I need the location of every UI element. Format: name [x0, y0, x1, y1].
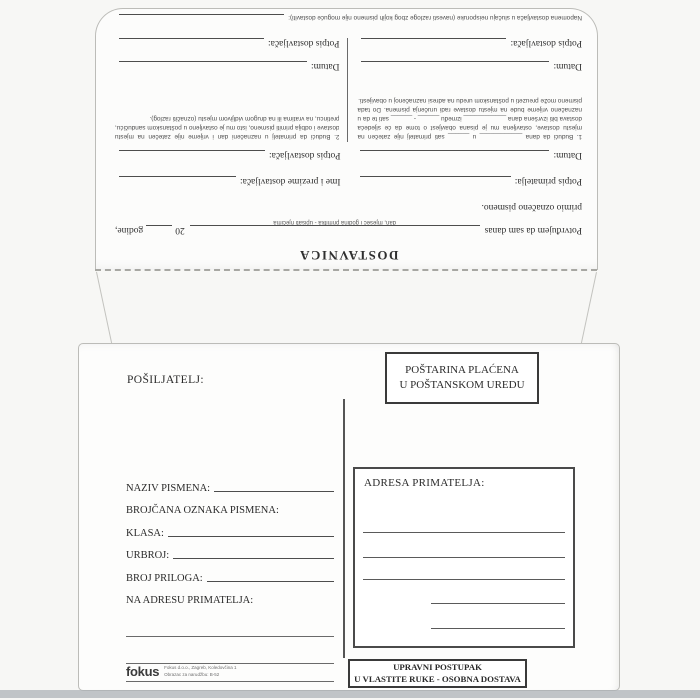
- recipient-signature-label: Potpis primatelja:: [514, 176, 582, 186]
- date-fill-line: [190, 219, 480, 237]
- blank-line: [126, 636, 334, 637]
- center-divider-line: [343, 399, 345, 658]
- sender-label: POŠILJATELJ:: [127, 374, 205, 386]
- delivery-line-2: U VLASTITE RUKE - OSOBNA DOSTAVA: [354, 673, 521, 684]
- dostavnica-form: [115, 15, 582, 263]
- address-line: [431, 628, 565, 629]
- address-line: [363, 532, 565, 533]
- form-title: DOSTAVNICA: [298, 248, 399, 263]
- year-fill-line: [146, 225, 172, 237]
- recipient-address-box: [353, 467, 575, 648]
- notice-paragraph-2: 2. Budući da primatelj u naznačeni dan i vrijeme nije zatečen na mjestu dostave i odbija primiti pismeno, isto mu je ostavljeno u poštanskom sandučiću, pretincu, na vratima ili na drugom vidljivom mjestu (označiti razlog).: [115, 115, 340, 140]
- field-label: KLASA:: [126, 527, 164, 539]
- field-row: [126, 584, 334, 607]
- date-line: [119, 61, 307, 73]
- receipt-statement: primio označeno pismeno.: [481, 202, 582, 212]
- signature-line: [119, 150, 265, 162]
- notice-paragraph-1: 1. Budući da dana ____________ u ______ sati primatelj nije zatečen na mjestu dostave, ostavljena mu je pisana obavijest o tome da će sljedeća dostava biti izvršena dana ____________ između ______ - ______ sati te da u naznačeno vrijeme bude na mjestu dostave radi uručenja pismena. Do tada pismeno može preuzeti u poštanskom uredu na adresi naznačenoj u obavijesti.: [357, 97, 582, 140]
- field-line: [173, 546, 334, 559]
- courier-name-label: Ime i prezime dostavljača:: [240, 176, 341, 186]
- flap-edge-left: [96, 272, 112, 345]
- courier-name: [115, 176, 341, 188]
- signature-line: [119, 176, 236, 188]
- field-line: [207, 569, 334, 582]
- courier-signature-label: Potpis dostavljača:: [267, 38, 340, 48]
- field-row: [126, 539, 334, 562]
- date-label: Datum:: [553, 61, 582, 71]
- address-line: [363, 557, 565, 558]
- field-line: [214, 479, 334, 492]
- postage-line-1: POŠTARINA PLAĆENA: [405, 364, 519, 377]
- field-label: NAZIV PISMENA:: [126, 482, 211, 494]
- field-row: [126, 471, 334, 494]
- address-line: [431, 603, 565, 604]
- note-line: [119, 14, 284, 26]
- field-row: [126, 494, 334, 517]
- signature-line: [362, 38, 507, 50]
- field-line: [168, 524, 334, 537]
- postage-paid-box: [385, 352, 539, 404]
- date-line: [361, 150, 550, 162]
- courier-note-label: Napomena dostavljača u slučaju neisporuke (navesti razloge zbog kojih pismeno nije moguće dostaviti):: [288, 14, 582, 21]
- postage-line-2: U POŠTANSKOM UREDU: [399, 379, 525, 391]
- publisher-info: [164, 665, 236, 679]
- field-row: [126, 516, 334, 539]
- notice-column-1: [358, 38, 583, 140]
- date-signature-row: [115, 150, 582, 162]
- courier-signature-label: Potpis dostavljača:: [510, 38, 582, 48]
- note-row: [115, 14, 582, 26]
- column-divider: [348, 38, 349, 142]
- courier-signature: [358, 38, 583, 50]
- signature-line: [119, 38, 264, 50]
- signature-line: [361, 176, 511, 188]
- confirm-suffix: godine,: [115, 225, 144, 235]
- publisher-info-line-2: Obrazac za narudžbu: B-52: [164, 671, 220, 677]
- delivery-line-1: UPRAVNI POSTUPAK: [393, 662, 482, 673]
- courier-signature: [115, 150, 341, 162]
- date-field: [115, 61, 340, 73]
- publisher-logo: fokus: [126, 664, 160, 679]
- fold-dashed-line: [95, 269, 597, 271]
- field-label: NA ADRESU PRIMATELJA:: [126, 595, 254, 606]
- scan-edge-strip: [0, 690, 700, 698]
- date-label: Datum:: [553, 150, 582, 160]
- signature-row: [115, 176, 582, 188]
- notice-column-2: [115, 38, 340, 140]
- publisher-info-line-1: Fokus d.o.o., Zagreb, Koledovčina 1: [164, 664, 237, 670]
- recipient-signature: [357, 176, 583, 188]
- date-line: [362, 61, 550, 73]
- field-label: BROJČANA OZNAKA PISMENA:: [126, 505, 279, 516]
- courier-signature-label: Potpis dostavljača:: [268, 150, 341, 160]
- notice-columns: [115, 38, 582, 140]
- delivery-mode-box: [348, 659, 527, 688]
- address-line: [363, 579, 565, 580]
- publisher-imprint: [126, 664, 236, 679]
- date-field: [358, 61, 583, 73]
- date-label: Datum:: [311, 61, 340, 71]
- blank-line: [126, 681, 334, 682]
- address-box-label: ADRESA PRIMATELJA:: [364, 477, 485, 489]
- blank-line-row: [126, 606, 334, 637]
- date-field: [357, 150, 583, 162]
- document-fields: [126, 471, 334, 682]
- flap-edge-right: [581, 272, 597, 345]
- year-century: 20: [175, 225, 185, 235]
- blank-line-row: [126, 637, 334, 664]
- field-label: URBROJ:: [126, 550, 170, 561]
- field-label: BROJ PRILOGA:: [126, 572, 203, 584]
- confirm-prefix: Potvrđujem da sam danas: [484, 225, 582, 235]
- confirm-row: [115, 219, 582, 237]
- field-row: [126, 561, 334, 584]
- courier-signature: [115, 38, 340, 50]
- date-line-caption: dan, mjesec i godina primitka - upisati riječima: [273, 219, 397, 225]
